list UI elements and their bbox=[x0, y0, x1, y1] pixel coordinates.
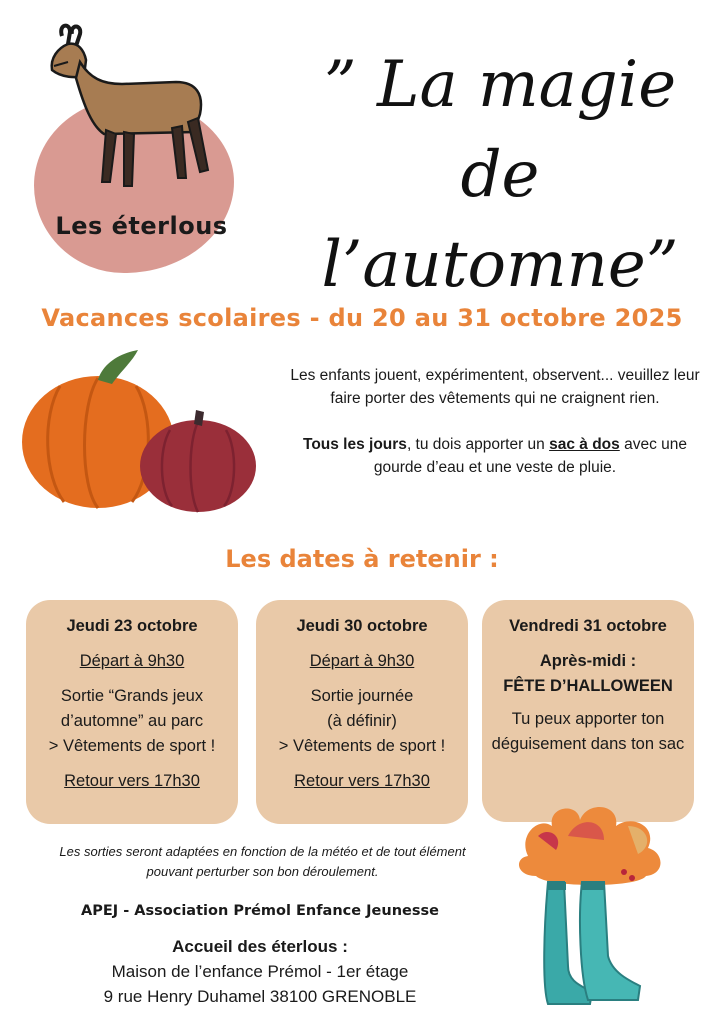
intro-bold: Tous les jours bbox=[303, 436, 407, 453]
card-body-line: > Vêtements de sport ! bbox=[278, 737, 446, 755]
contact-line-1: Maison de l’enfance Prémol - 1er étage bbox=[111, 962, 409, 981]
contact-heading: Accueil des éterlous : bbox=[172, 937, 348, 956]
card-return: Retour vers 17h30 bbox=[64, 772, 200, 790]
card-departure: Départ à 9h30 bbox=[309, 652, 415, 670]
date-card-3 bbox=[482, 600, 694, 822]
section-title: Les dates à retenir : bbox=[225, 545, 499, 573]
card-title: Jeudi 30 octobre bbox=[296, 617, 428, 635]
page-title bbox=[300, 40, 700, 302]
date-card-1 bbox=[26, 600, 238, 824]
contact-line-2: 9 rue Henry Duhamel 38100 GRENOBLE bbox=[103, 987, 417, 1006]
pumpkins-icon bbox=[20, 346, 260, 516]
card-body: Tu peux apporter ton déguisement dans ton sac bbox=[491, 710, 685, 753]
chamois-icon bbox=[44, 22, 214, 197]
card-sub-line: Après-midi : bbox=[539, 652, 637, 670]
card-sub-line: FÊTE D’HALLOWEEN bbox=[503, 677, 673, 695]
weather-notice: Les sorties seront adaptées en fonction de la météo et de tout élément pouvant perturber son bon déroulement. bbox=[59, 844, 466, 879]
logo-text: Les éterlous bbox=[55, 212, 228, 240]
card-body-line: Sortie “Grands jeux bbox=[60, 687, 204, 705]
card-title: Vendredi 31 octobre bbox=[509, 617, 667, 635]
card-body-line: Sortie journée bbox=[310, 687, 414, 705]
card-body bbox=[256, 684, 468, 759]
intro-bag: sac à dos bbox=[549, 436, 620, 453]
card-return: Retour vers 17h30 bbox=[294, 772, 430, 790]
title-line-2: l’automne” bbox=[321, 228, 679, 302]
boots-bouquet-icon bbox=[508, 796, 678, 1016]
intro-mid: , tu dois apporter un bbox=[406, 436, 550, 453]
card-title: Jeudi 23 octobre bbox=[66, 617, 198, 635]
intro-end: avec une gourde d’eau et une veste de pluie. bbox=[373, 436, 687, 476]
card-body-line: > Vêtements de sport ! bbox=[48, 737, 216, 755]
intro-paragraph-1: Les enfants jouent, expérimentent, observent... veuillez leur faire porter des vêtements qui ne craignent rien. bbox=[290, 367, 700, 407]
card-subtitle bbox=[482, 649, 694, 699]
intro-text bbox=[285, 364, 705, 479]
organization-name: APEJ - Association Prémol Enfance Jeunesse bbox=[81, 903, 439, 919]
card-body bbox=[26, 684, 238, 759]
date-card-2 bbox=[256, 600, 468, 824]
card-departure: Départ à 9h30 bbox=[79, 652, 185, 670]
subtitle: Vacances scolaires - du 20 au 31 octobre 2025 bbox=[41, 304, 683, 332]
title-line-1: ” La magie de bbox=[323, 48, 677, 212]
contact-block bbox=[30, 934, 490, 1009]
card-body-line: (à définir) bbox=[327, 712, 397, 730]
intro-paragraph-2 bbox=[285, 433, 705, 479]
card-body-line: d’automne” au parc bbox=[60, 712, 204, 730]
